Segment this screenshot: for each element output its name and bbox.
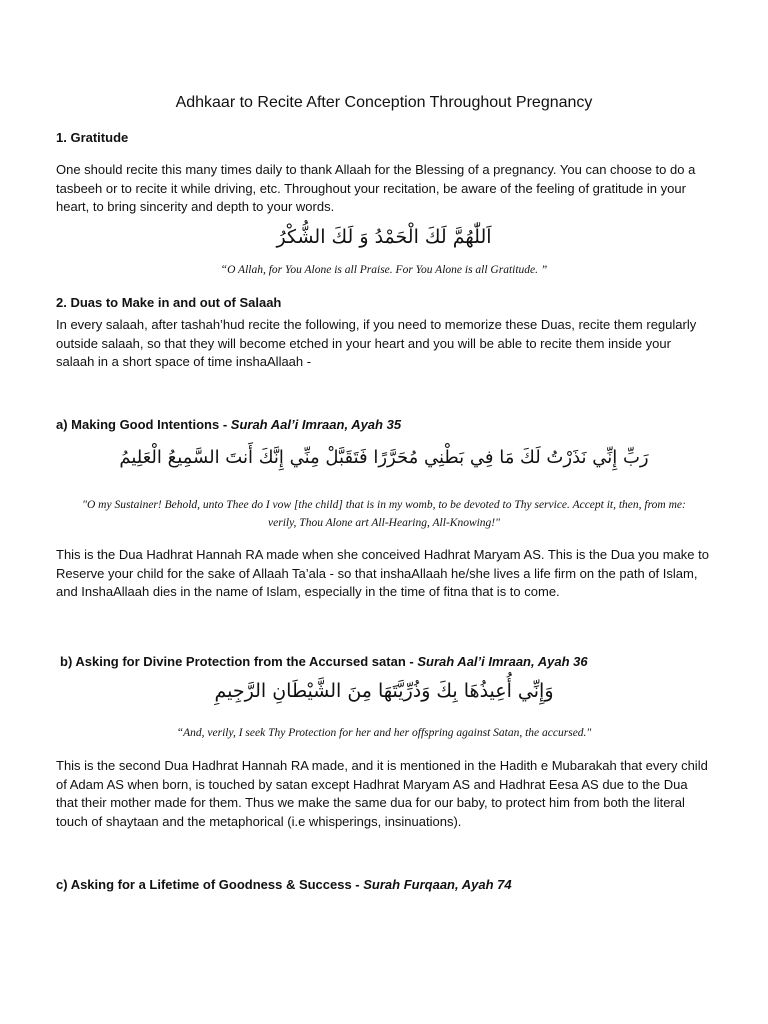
dua-c-label: c) Asking for a Lifetime of Goodness & Success - [56, 877, 364, 892]
dua-b-source: Surah Aal’i Imraan, Ayah 36 [417, 654, 588, 669]
dua-a-translation-line1: "O my Sustainer! Behold, unto Thee do I vow [the child] that is in my womb, to be devoted to Thy service. Accept it, then, from me: [82, 499, 686, 511]
gratitude-translation: “O Allah, for You Alone is all Praise. For You Alone is all Gratitude. ” [220, 264, 548, 276]
document-title: Adhkaar to Recite After Conception Throughout Pregnancy [175, 94, 593, 111]
dua-a-label: a) Making Good Intentions - [56, 417, 231, 432]
dua-b-paragraph: This is the second Dua Hadhrat Hannah RA made, and it is mentioned in the Hadith e Mubarakah that every child of Adam AS when born, is touched by satan except Hadhrat Maryam AS and Hadhrat Eesa AS due to the Dua that their mother made for them. Thus we make the same dua for our baby, to protect him from both the literal touch of shaytaan and the metaphorical (i.e whisperings, insinuations). [56, 758, 708, 829]
dua-c-source: Surah Furqaan, Ayah 74 [363, 877, 512, 892]
duas-paragraph: In every salaah, after tashah’hud recite the following, if you need to memorize these Duas, recite them regularly outside salaah, so that they will become etched in your heart and you will be able to recite them inside your salaah in a short space of time inshaAllaah - [56, 317, 697, 370]
dua-b-arabic: وَإِنِّي أُعِيذُهَا بِكَ وَذُرِّيَّتَهَا مِنَ الشَّيْطَانِ الرَّجِيمِ [214, 680, 554, 702]
section-duas-heading: 2. Duas to Make in and out of Salaah [56, 295, 282, 310]
gratitude-paragraph: One should recite this many times daily to thank Allaah for the Blessing of a pregnancy. You can choose to do a tasbeeh or to recite it while driving, etc. Throughout your recitation, be aware of the feeling of gratitude in your heart, to bring sincerity and depth to your words. [56, 162, 696, 215]
dua-a-arabic: رَبِّ إِنِّي نَذَرْتُ لَكَ مَا فِي بَطْنِي مُحَرَّرًا فَتَقَبَّلْ مِنِّي إِنَّكَ أَنتَ السَّمِيعُ الْعَلِيمُ [119, 447, 649, 468]
dua-a-source: Surah Aal’i Imraan, Ayah 35 [230, 417, 402, 432]
dua-a-heading [56, 417, 401, 432]
dua-b-label: b) Asking for Divine Protection from the Accursed satan - [60, 654, 418, 669]
dua-b-translation: “And, verily, I seek Thy Protection for her and her offspring against Satan, the accursed." [176, 727, 592, 739]
dua-a-paragraph: This is the Dua Hadhrat Hannah RA made when she conceived Hadhrat Maryam AS. This is the Dua you make to Reserve your child for the sake of Allaah Ta’ala - so that inshaAllaah he/she lives a life firm on the path of Islam, and InshaAllaah dies in the name of Islam, especially in the time of fitna that is to come. [56, 547, 709, 600]
dua-c-heading [56, 877, 512, 892]
section-gratitude-heading: 1. Gratitude [56, 130, 129, 145]
dua-a-translation-line2: verily, Thou Alone art All-Hearing, All-Knowing!" [268, 517, 500, 529]
gratitude-arabic-dua: اَللّٰهُمَّ لَكَ الْحَمْدُ وَ لَكَ الشُّكْرُ [276, 226, 492, 248]
dua-b-heading [60, 654, 588, 669]
